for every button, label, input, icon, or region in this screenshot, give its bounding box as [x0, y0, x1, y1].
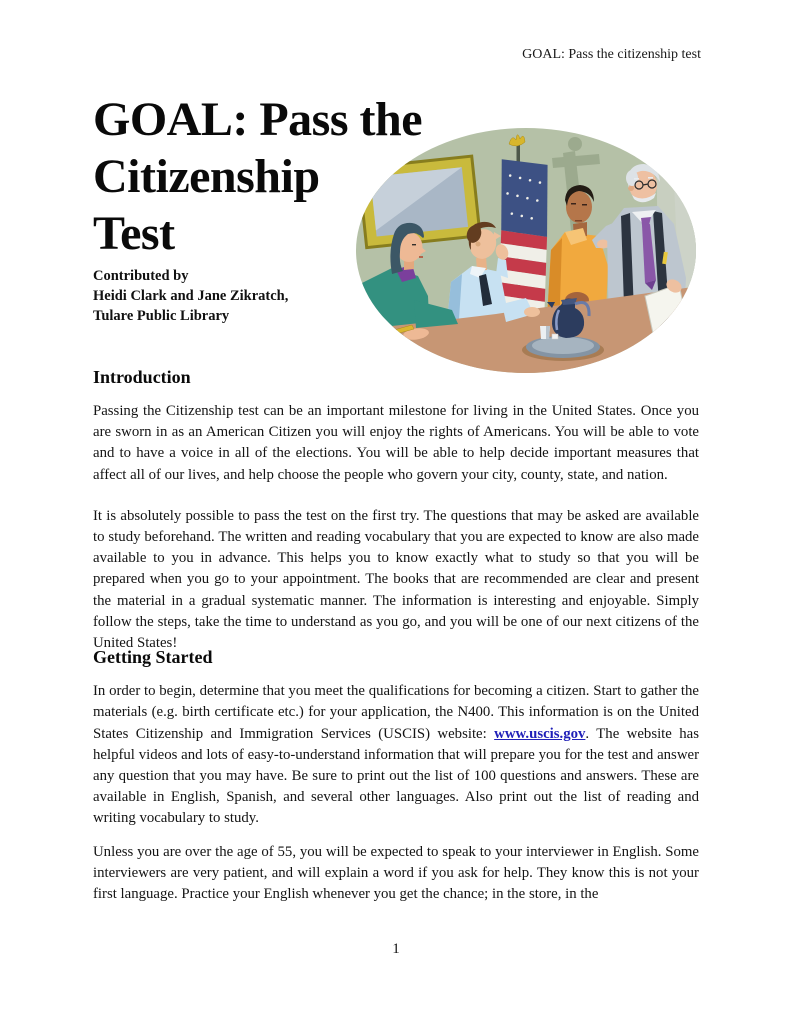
title-line-1: GOAL: Pass the	[93, 93, 422, 146]
section-heading-introduction: Introduction	[93, 367, 191, 387]
running-header: GOAL: Pass the citizenship test	[522, 47, 701, 62]
document-body	[93, 366, 699, 925]
intro-paragraph-2: It is absolutely possible to pass the test on the first try. The questions that may be asked are available to study beforehand. The written and reading vocabulary that you are expected to know are also made available to you in advance. This helps you to know exactly what to study so that you will be prepared when you go to your appointment. The books that are recommended are clear and present the material in a gradual systematic manner. The information is interesting and enjoyable. Simply follow the steps, take the time to understand as you go, and you will be one of our next citizens of the United States!	[93, 507, 699, 652]
ceremony-illustration	[356, 128, 696, 373]
section-heading-getting-started: Getting Started	[93, 647, 213, 668]
uscis-link[interactable]: www.uscis.gov	[494, 725, 586, 742]
byline-line-2: Heidi Clark and Jane Zikratch,	[93, 288, 289, 304]
page-number: 1	[392, 941, 400, 957]
getting-started-paragraph-2: Unless you are over the age of 55, you will be expected to speak to your interviewer in English. Some interviewers are very patient, and will explain a word if you ask for help. They know this is not your first language. Practice your English whenever you get the chance; in the store, in the	[93, 843, 699, 903]
byline	[93, 266, 288, 326]
paragraph-text-after-link: . The website has helpful videos and lots of easy-to-understand information that will prepare you for the test and answer any question that you may have. Be sure to print out the list of 100 questions and answers. These are available in English, Spanish, and several other languages. Also print out the list of reading and writing vocabulary to study.	[93, 725, 699, 827]
intro-paragraph-1: Passing the Citizenship test can be an important milestone for living in the United States. Once you are sworn in as an American Citizen you will enjoy the rights of Americans. You will be able to vote and to have a voice in all of the elections. You will be able to help decide important measures that affect all of our lives, and help choose the people who govern your city, county, state, and nation.	[93, 403, 699, 483]
getting-started-paragraph-1	[93, 681, 699, 829]
title-line-2: Citizenship	[93, 150, 320, 203]
title-line-3: Test	[93, 207, 175, 260]
paragraph-text-before-link: In order to begin, determine that you meet the qualifications for becoming a citizen. Start to gather the materials (e.g. birth certificate etc.) for your application, the N400. This information is on the United States Citizenship and Immigration Services (USCIS) website:	[93, 683, 699, 742]
byline-line-1: Contributed by	[93, 268, 189, 284]
byline-line-3: Tulare Public Library	[93, 308, 230, 324]
